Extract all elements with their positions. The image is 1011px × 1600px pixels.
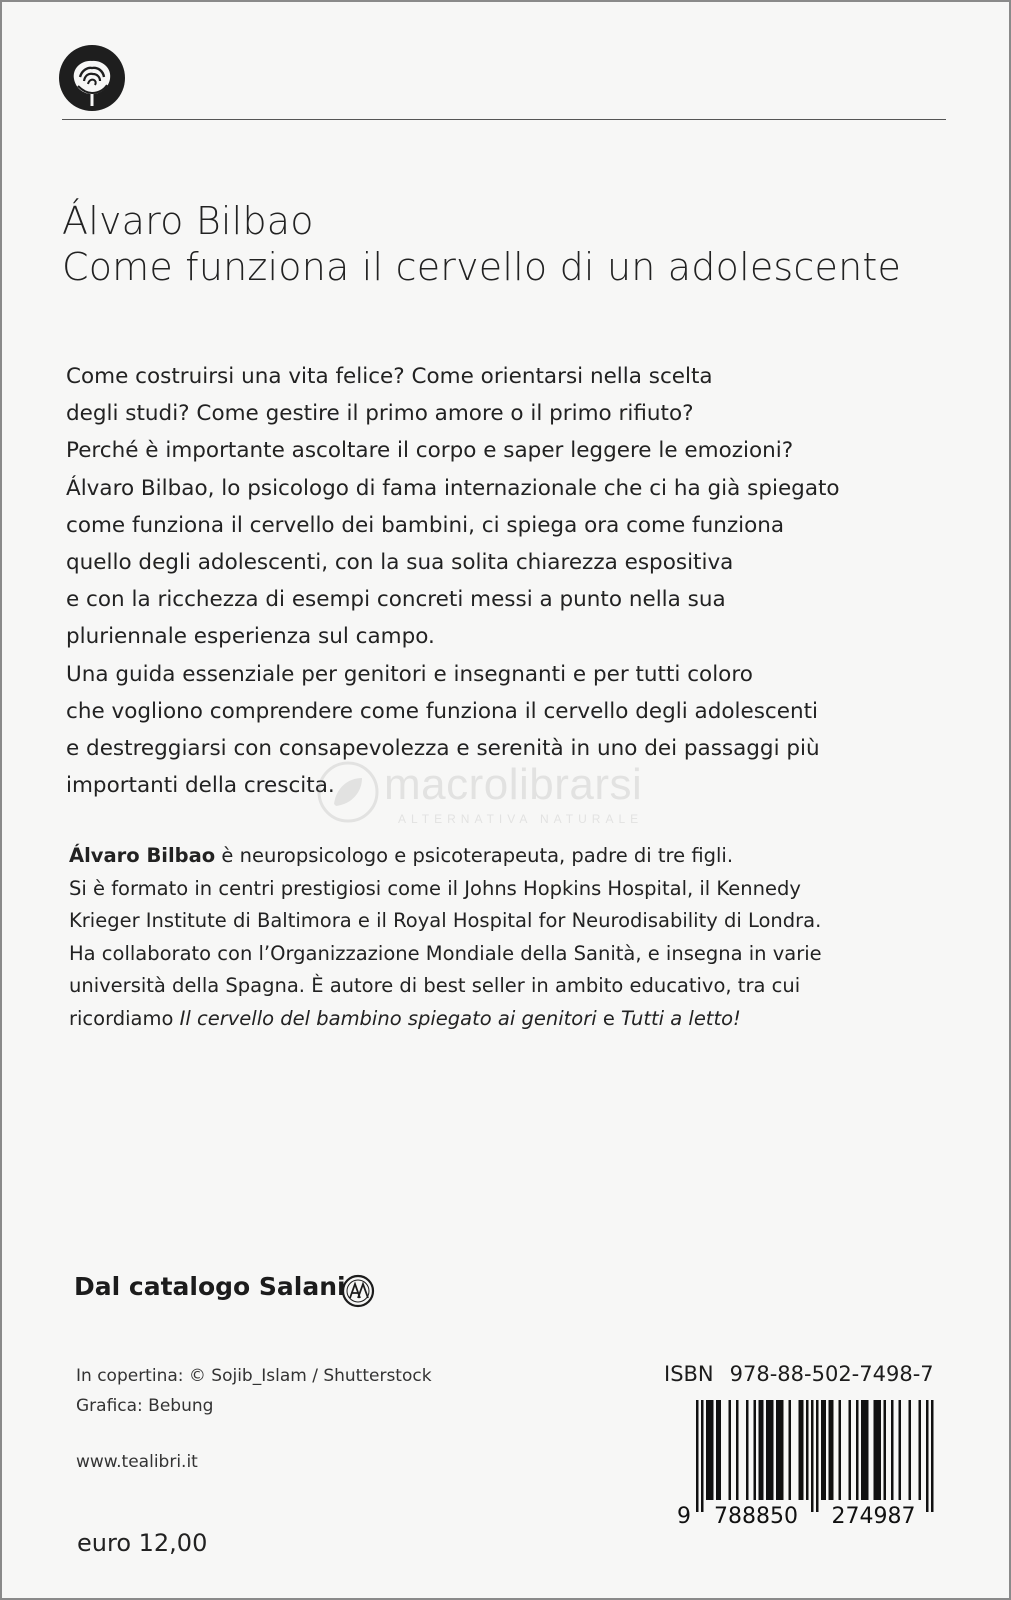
barcode-bar [926,1400,929,1512]
barcode-bar [779,1400,782,1500]
price: euro 12,00 [77,1529,208,1557]
blurb-line: come funziona il cervello dei bambini, ci spiega ora come funziona [66,512,785,538]
barcode-bar [754,1400,757,1500]
blurb-line: e con la ricchezza di esempi concreti messi a punto nella sua [66,587,726,613]
barcode-bar [899,1400,902,1500]
barcode-bar [829,1400,832,1500]
barcode-bar [716,1400,719,1500]
credits [76,1361,432,1421]
barcode-bar [849,1400,852,1500]
salani-logo-icon [341,1274,375,1308]
blurb-line: Álvaro Bilbao, lo psicologo di fama internazionale che ci ha già spiegato [66,475,840,501]
watermark-name: macrolibrarsi [384,760,643,809]
bio-book-title: Tutti a letto! [621,1006,741,1030]
blurb-line: che vogliono comprendere come funziona il cervello degli adolescenti [66,698,819,724]
barcode-bar [736,1400,739,1500]
barcode-bar [856,1400,859,1500]
bio-line-text: è neuropsicologo e psicoterapeuta, padre di tre figli. [215,844,734,867]
bio-connector: e [596,1006,622,1030]
barcode-bar [696,1400,699,1512]
blurb-line: Come costruirsi una vita felice? Come orientarsi nella scelta [66,364,713,389]
blurb-line: e destreggiarsi con consapevolezza e serenità in uno dei passaggi più [66,736,820,762]
bio-line [69,1003,949,1036]
barcode-bar [761,1400,764,1500]
bio-line: Si è formato in centri prestigiosi come il Johns Hopkins Hospital, il Kennedy [69,876,801,900]
barcode-bar [884,1400,887,1500]
barcode-bar [769,1400,772,1500]
barcode-bar [861,1400,864,1500]
barcode-bar [891,1400,894,1500]
isbn [664,1362,934,1386]
bio-line [69,840,949,873]
rose-icon [58,44,126,112]
barcode-digits: 9 [677,1504,691,1528]
barcode-bar [771,1400,774,1500]
blurb [66,358,966,804]
blurb-line: degli studi? Come gestire il primo amore o il primo rifiuto? [66,401,694,427]
author-name: Álvaro Bilbao [62,199,314,243]
barcode-bar [776,1400,779,1500]
barcode-bar [706,1400,709,1500]
barcode-bar [701,1400,704,1512]
graphics-credit: Grafica: Bebung [76,1396,214,1416]
barcode-bar [874,1400,877,1500]
barcode-bar [799,1400,802,1500]
barcode-bar [919,1400,922,1500]
publisher-website: www.tealibri.it [76,1452,198,1472]
barcode-bar [781,1400,784,1500]
barcode-bar [759,1400,762,1500]
blurb-line: Una guida essenziale per genitori e insegnanti e per tutti coloro [66,661,753,687]
barcode-bar [719,1400,722,1500]
bio-line: università della Spagna. È autore di best seller in ambito educativo, tra cui [69,974,801,997]
barcode-bar [866,1400,869,1500]
barcode-bar [931,1400,934,1512]
barcode-bar [864,1400,867,1500]
cover-credit: In copertina: © Sojib_Islam / Shutterstock [76,1366,432,1386]
barcode-bar [816,1400,819,1512]
author-bio [69,840,949,1035]
barcode-bar [709,1400,712,1500]
bio-book-title: Il cervello del bambino spiegato ai genitori [179,1006,597,1030]
barcode-bar [766,1400,769,1500]
blurb-line: quello degli adolescenti, con la sua solita chiarezza espositiva [66,550,734,576]
barcode-bar [876,1400,879,1500]
blurb-line: pluriennale esperienza sul campo. [66,624,435,650]
bio-line-text: ricordiamo [69,1006,180,1030]
barcode-digits: 274987 [831,1504,916,1528]
barcode-bar [811,1400,814,1512]
barcode-bar [824,1400,827,1500]
isbn-label: ISBN [664,1362,714,1386]
blurb-line: Perché è importante ascoltare il corpo e saper leggere le emozioni? [66,438,794,464]
watermark-tagline: ALTERNATIVA NATURALE [398,812,644,826]
barcode-bar [879,1400,882,1500]
barcode-bar [909,1400,912,1500]
blurb-line: importanti della crescita. [66,773,335,799]
barcode-bar [789,1400,792,1500]
bio-line: Ha collaborato con l’Organizzazione Mondiale della Sanità, e insegna in varie [69,941,822,965]
isbn-number: 978-88-502-7498-7 [729,1362,934,1386]
barcode-bar [729,1400,732,1500]
barcode-bar [746,1400,749,1500]
barcode-bar [839,1400,842,1500]
barcode-bar [821,1400,824,1500]
barcode-bar [711,1400,714,1500]
bio-line: Krieger Institute di Baltimora e il Royal Hospital for Neurodisability di Londra. [69,909,822,932]
barcode-bar [831,1400,834,1500]
barcode-digits: 788850 [714,1504,798,1528]
watermark [312,754,712,844]
divider-rule [62,119,946,120]
barcode-bar [801,1400,804,1500]
barcode [672,1400,936,1528]
bio-author-name: Álvaro Bilbao [69,844,216,867]
barcode-bar [806,1400,809,1500]
leaf-icon [316,760,380,824]
book-title: Come funziona il cervello di un adolescente [62,245,902,289]
catalog-label: Dal catalogo Salani [74,1272,346,1301]
